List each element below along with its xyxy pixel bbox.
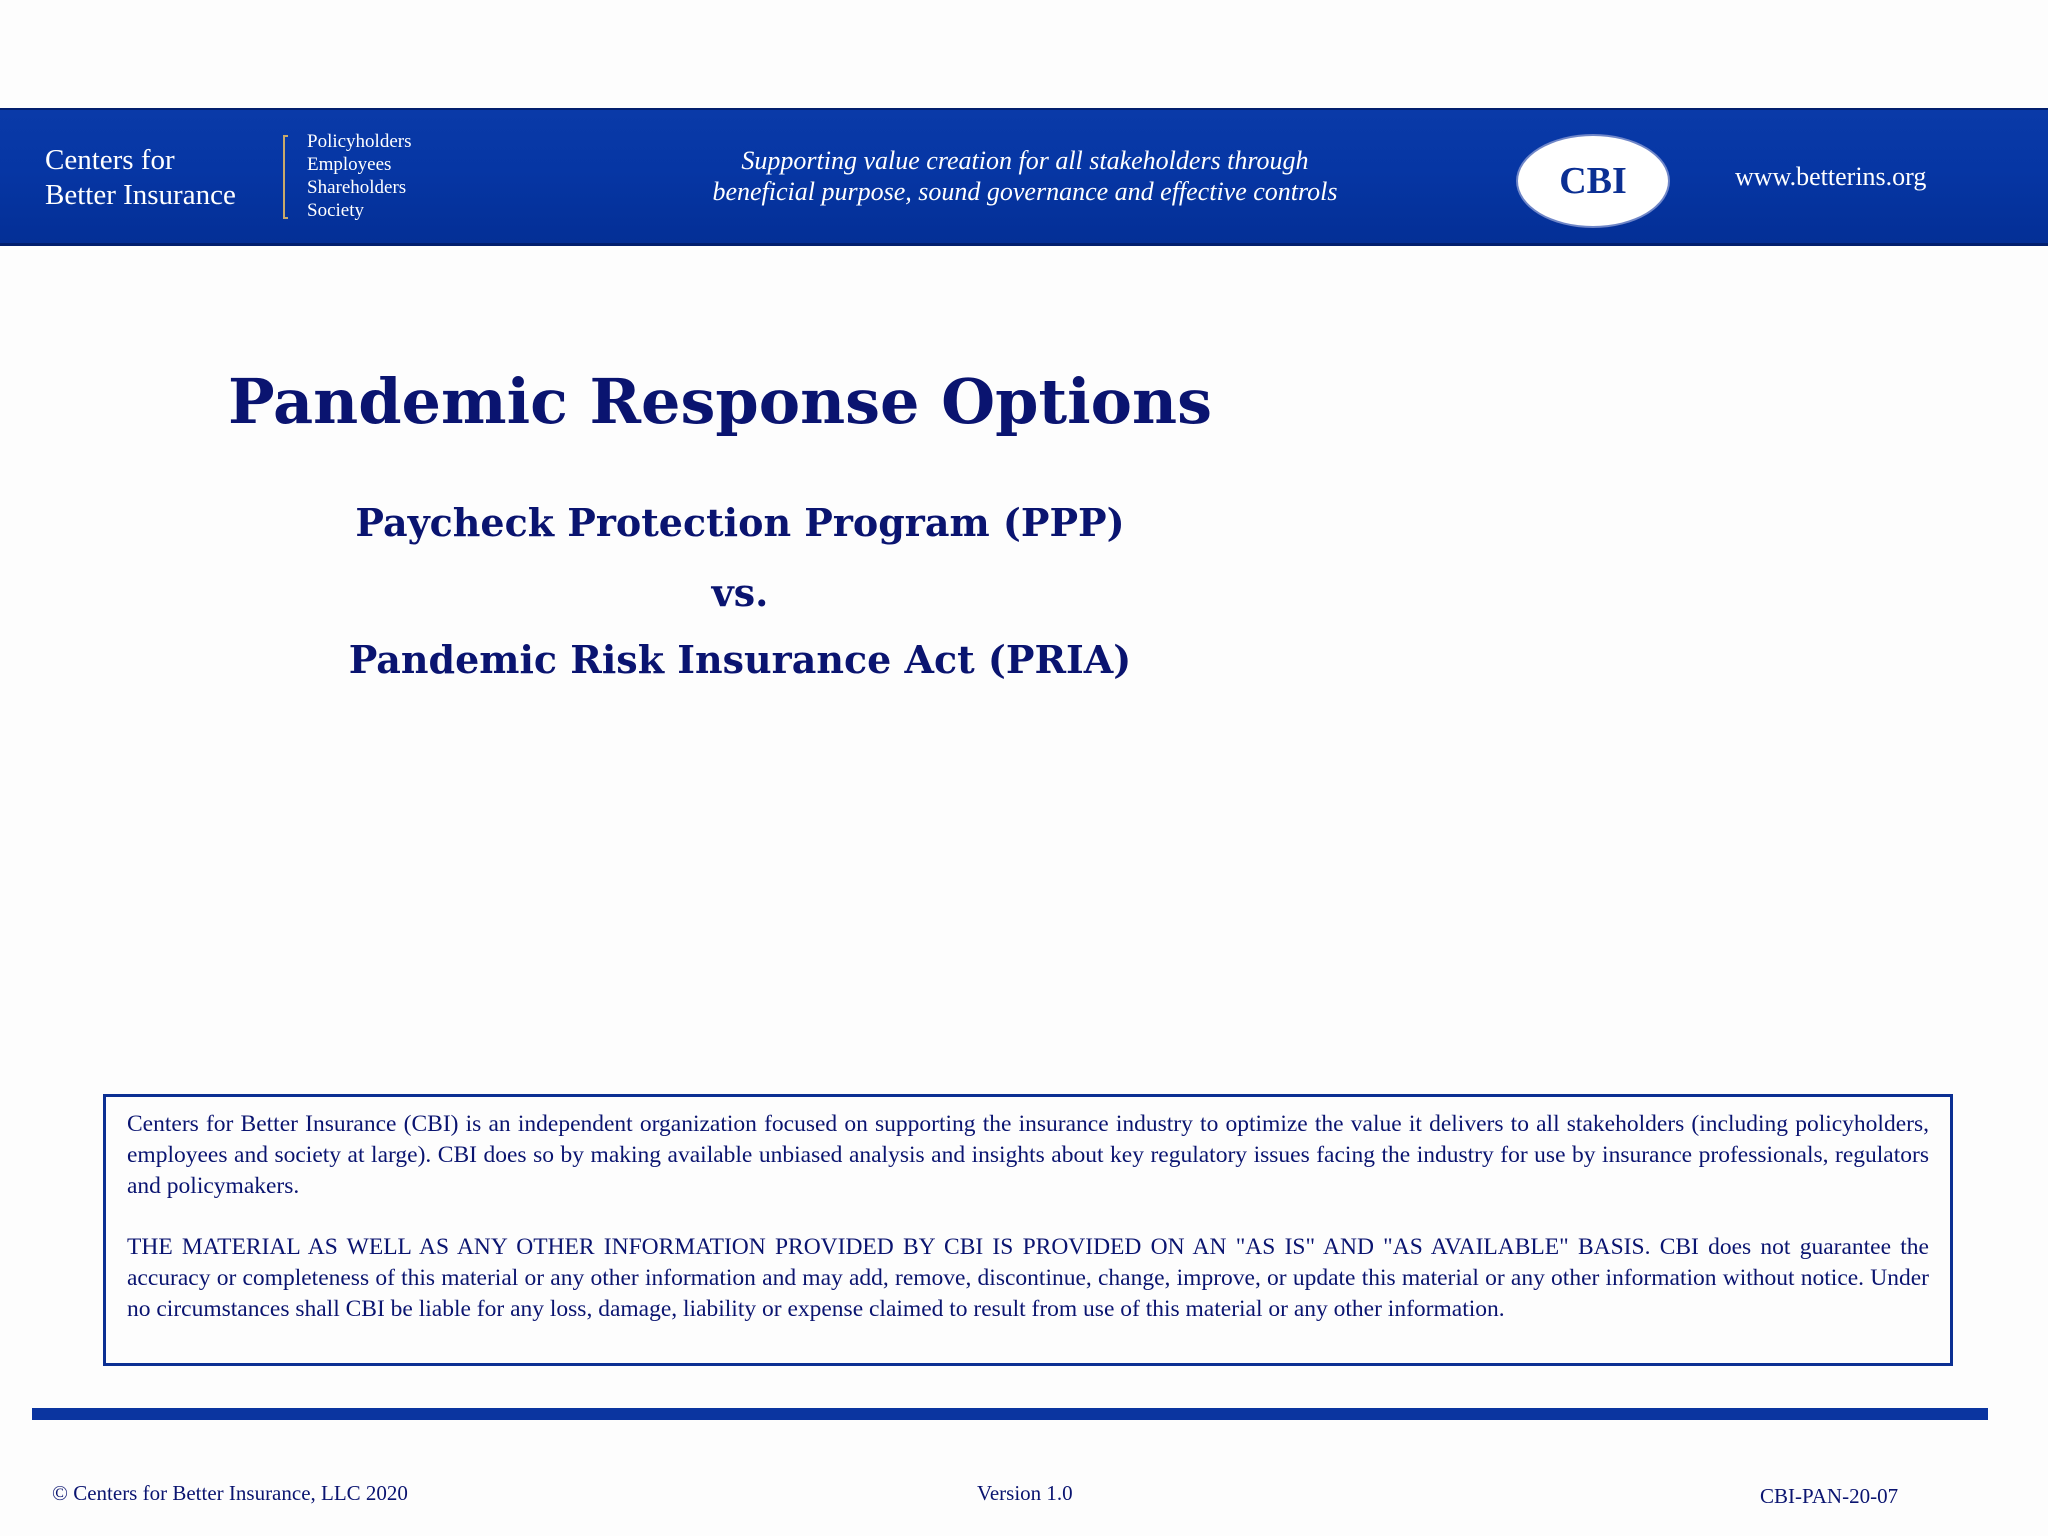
tagline-line-1: Supporting value creation for all stakeholders through <box>741 146 1309 175</box>
org-name <box>45 143 285 213</box>
header-banner <box>0 108 2048 246</box>
cbi-logo-text: CBI <box>1559 160 1627 202</box>
stakeholder-item: Shareholders <box>307 177 407 198</box>
stakeholder-item: Employees <box>307 154 392 175</box>
disclaimer-box <box>103 1094 1953 1366</box>
footer-divider <box>32 1408 1988 1420</box>
disclaimer-about: Centers for Better Insurance (CBI) is an independent organization focused on supporting the insurance industry to optimize the value it delivers to all stakeholders (including policyholders, employees and society at large). CBI does so by making available unbiased analysis and insights about key regulatory issues facing the industry for use by insurance professionals, regulators and policymakers. <box>127 1111 1929 1199</box>
bracket-divider <box>283 135 288 219</box>
stakeholder-list <box>307 130 412 222</box>
footer-copyright: © Centers for Better Insurance, LLC 2020 <box>52 1481 408 1505</box>
stakeholder-item: Society <box>307 200 364 221</box>
subtitle-ppp: Paycheck Protection Program (PPP) <box>355 500 1125 545</box>
org-name-line-1: Centers for <box>45 144 175 176</box>
cbi-logo <box>1516 134 1670 228</box>
stakeholder-item: Policyholders <box>307 131 412 152</box>
tagline <box>640 145 1410 207</box>
page-title: Pandemic Response Options <box>228 365 1212 438</box>
subtitle-vs: vs. <box>711 570 769 615</box>
org-name-line-2: Better Insurance <box>45 179 236 211</box>
subtitle-pria: Pandemic Risk Insurance Act (PRIA) <box>348 637 1132 682</box>
disclaimer-legal: THE MATERIAL AS WELL AS ANY OTHER INFORMATION PROVIDED BY CBI IS PROVIDED ON AN "AS IS" AND "AS AVAILABLE" BASIS. CBI does not guarantee the accuracy or completeness of this material or any other information and may add, remove, discontinue, change, improve, or update this material or any other information without notice. Under no circumstances shall CBI be liable for any loss, damage, liability or expense claimed to result from use of this material or any other information. <box>127 1234 1929 1322</box>
tagline-line-2: beneficial purpose, sound governance and effective controls <box>712 177 1338 206</box>
footer-doc-id: CBI-PAN-20-07 <box>1760 1484 1899 1508</box>
website-link[interactable]: www.betterins.org <box>1735 162 1927 191</box>
footer-version: Version 1.0 <box>977 1481 1073 1505</box>
